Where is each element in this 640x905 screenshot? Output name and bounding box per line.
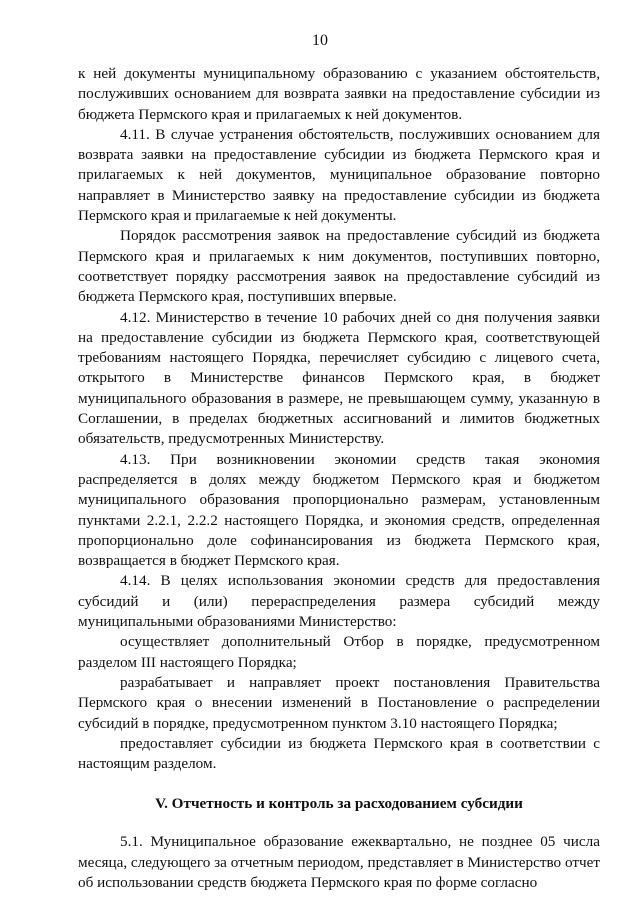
paragraph-4-13: 4.13. При возникновении экономии средств такая экономия распределяется в долях между бюджетом Пермского края и бюджетом муниципального образования пропорционально размерам, установленным пунктами 2.2.1, 2.2.2 настоящего Порядка, и экономия средств, определенная пропорционально доле софинансирования из бюджета Пермского края, возвращается в бюджет Пермского края. bbox=[78, 450, 600, 570]
section-heading: V. Отчетность и контроль за расходованием субсидии bbox=[155, 795, 523, 813]
paragraph-draft-resolution: разрабатывает и направляет проект постановления Правительства Пермского края о внесении изменений в Постановление о распределении субсидий в порядке, предусмотренном пунктом 3.10 настоящего Порядка; bbox=[78, 673, 600, 732]
paragraph-additional-selection: осуществляет дополнительный Отбор в порядке, предусмотренном разделом III настоящего Порядка; bbox=[78, 633, 600, 671]
page-number: 10 bbox=[312, 32, 328, 49]
document-body bbox=[78, 64, 600, 893]
paragraph-4-12: 4.12. Министерство в течение 10 рабочих дней со дня получения заявки на предоставление субсидии из бюджета Пермского края, соответствующей требованиям настоящего Порядка, перечисляет субсидию с лицевого счета, открытого в Министерстве финансов Пермского края, в бюджет муниципального образования в размере, не превышающем сумму, указанную в Соглашении, в пределах бюджетных ассигнований и лимитов бюджетных обязательств, предусмотренных Министерству. bbox=[78, 308, 600, 448]
paragraph-continuation: к ней документы муниципальному образованию с указанием обстоятельств, послуживших основанием для возврата заявки на предоставление субсидии из бюджета Пермского края и прилагаемых к ней документов. bbox=[78, 65, 600, 123]
paragraph-4-11: 4.11. В случае устранения обстоятельств, послуживших основанием для возврата заявки на предоставление субсидии из бюджета Пермского края и прилагаемых к ней документов, муниципальное образование повторно направляет в Министерство заявку на предоставление субсидии из бюджета Пермского края и прилагаемые к ней документы. bbox=[78, 125, 600, 225]
paragraph-provide-subsidies: предоставляет субсидии из бюджета Пермского края в соответствии с настоящим разделом. bbox=[78, 734, 600, 773]
paragraph-5-1: 5.1. Муниципальное образование ежеквартально, не позднее 05 числа месяца, следующего за отчетным периодом, представляет в Министерство отчет об использовании средств бюджета Пермского края по форме согласно bbox=[78, 833, 600, 891]
paragraph-4-14: 4.14. В целях использования экономии средств для предоставления субсидий и (или) перераспределения размера субсидий между муниципальными образованиями Министерство: bbox=[78, 572, 600, 631]
paragraph-review-order: Порядок рассмотрения заявок на предоставление субсидий из бюджета Пермского края и прилагаемых к ним документов, поступивших повторно, соответствует порядку рассмотрения заявок на предоставление субсидий из бюджета Пермского края, поступивших впервые. bbox=[78, 227, 600, 306]
